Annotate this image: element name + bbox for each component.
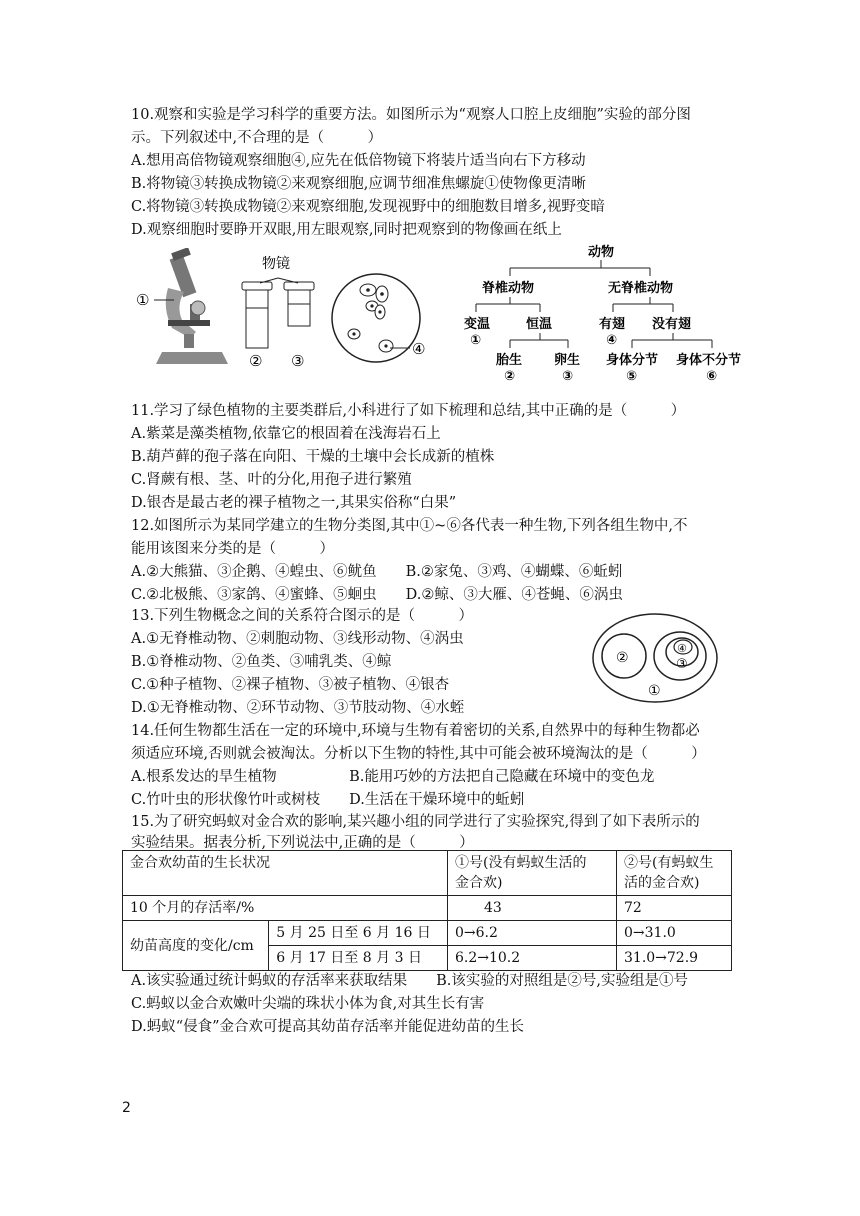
venn-label-2: ②: [616, 650, 629, 666]
nested-circles-diagram: [590, 610, 720, 706]
q13-option-d: D.①无脊椎动物、②环节动物、③节肢动物、④水蛭: [131, 700, 465, 716]
field-of-view-icon: [332, 274, 420, 362]
table-cell: 5 月 25 日至 6 月 16 日: [269, 921, 448, 946]
microscope-icon: [154, 248, 228, 364]
tree-segmented: 身体分节: [606, 353, 659, 368]
table-cell: 31.0→72.9: [617, 946, 732, 971]
tree-num-4: ④: [606, 333, 618, 348]
tree-root: 动物: [588, 245, 615, 260]
q10-option-a: A.想用高倍物镜观察细胞④,应先在低倍物镜下将装片适当向右下方移动: [131, 153, 586, 169]
table-cell: 72: [617, 896, 732, 921]
objective-lens-long-icon: [242, 282, 272, 348]
table-cell: 0→6.2: [448, 921, 617, 946]
table-header-condition: 金合欢幼苗的生长状况: [123, 851, 448, 896]
q10-option-d: D.观察细胞时要睁开双眼,用左眼观察,同时把观察到的物像画在纸上: [131, 222, 562, 238]
table-cell: 10 个月的存活率/%: [123, 896, 448, 921]
q14-options-cd: C.竹叶虫的形状像竹叶或树枝 D.生活在干燥环境中的蚯蚓: [131, 792, 525, 808]
q11-option-b: B.葫芦藓的孢子落在向阳、干燥的土壤中会长成新的植株: [131, 449, 495, 465]
tree-num-2: ②: [504, 369, 516, 384]
q15-option-c: C.蚂蚁以金合欢嫩叶尖端的珠状小体为食,对其生长有害: [131, 996, 485, 1012]
q10-option-b: B.将物镜③转换成物镜②来观察细胞,应调节细准焦螺旋①使物像更清晰: [131, 176, 586, 192]
marker-3: ③: [291, 352, 305, 370]
tree-vertebrate: 脊椎动物: [482, 281, 535, 296]
q10-stem-line2: 示。下列叙述中,不合理的是（ ）: [131, 130, 383, 146]
table-header-group2: ②号(有蚂蚁生 活的金合欢): [617, 851, 732, 896]
q13-option-c: C.①种子植物、②裸子植物、③被子植物、④银杏: [131, 677, 450, 693]
table-row: [123, 896, 732, 921]
results-table: [122, 850, 732, 971]
microscope-figure: [128, 248, 448, 378]
objective-lens-short-icon: [284, 282, 314, 326]
tree-winged: 有翅: [599, 317, 626, 332]
marker-2: ②: [249, 352, 263, 370]
table-cell: 6.2→10.2: [448, 946, 617, 971]
q11-stem: 11.学习了绿色植物的主要类群后,小科进行了如下梳理和总结,其中正确的是（ ）: [131, 403, 686, 419]
q13-stem: 13.下列生物概念之间的关系符合图示的是（ ）: [131, 608, 474, 624]
q13-option-a: A.①无脊椎动物、②刺胞动物、③线形动物、④涡虫: [131, 631, 464, 647]
tree-warm-blooded: 恒温: [526, 317, 553, 332]
q14-stem-line1: 14.任何生物都生活在一定的环境中,环境与生物有着密切的关系,自然界中的每种生物都必: [131, 723, 700, 739]
q12-options-ab: A.②大熊猫、③企鹅、④蝗虫、⑥鱿鱼 B.②家兔、③鸡、④蝴蝶、⑥蚯蚓: [131, 564, 623, 580]
tree-invertebrate: 无脊椎动物: [608, 281, 674, 296]
q15-stem-line2: 实验结果。据表分析,下列说法中,正确的是（ ）: [131, 835, 474, 851]
q14-options-ab: A.根系发达的旱生植物 B.能用巧妙的方法把自己隐藏在环境中的变色龙: [131, 769, 655, 785]
q13-option-b: B.①脊椎动物、②鱼类、③哺乳类、④鲸: [131, 654, 392, 670]
q15-option-d: D.蚂蚁“侵食”金合欢可提高其幼苗存活率并能促进幼苗的生长: [131, 1019, 525, 1035]
table-cell: 6 月 17 日至 8 月 3 日: [269, 946, 448, 971]
venn-label-4: ④: [677, 642, 687, 655]
q12-stem-line2: 能用该图来分类的是（ ）: [131, 541, 334, 557]
q12-options-cd: C.②北极熊、③家鸽、④蜜蜂、⑤蛔虫 D.②鲸、③大雁、④苍蝇、⑥涡虫: [131, 587, 623, 603]
q11-option-d: D.银杏是最古老的裸子植物之一,其果实俗称“白果”: [131, 495, 457, 511]
classification-tree: [458, 240, 758, 388]
marker-4: ④: [412, 340, 426, 358]
q10-option-c: C.将物镜③转换成物镜②来观察细胞,发现视野中的细胞数目增多,视野变暗: [131, 199, 605, 215]
page-number: 2: [122, 1100, 131, 1116]
q12-stem-line1: 12.如图所示为某同学建立的生物分类图,其中①~⑥各代表一种生物,下列各组生物中,不: [131, 518, 688, 534]
q10-stem-line1: 10.观察和实验是学习科学的重要方法。如图所示为“观察人口腔上皮细胞”实验的部分图: [131, 107, 691, 123]
q11-option-a: A.紫菜是藻类植物,依靠它的根固着在浅海岩石上: [131, 426, 441, 442]
q11-option-c: C.肾蕨有根、茎、叶的分化,用孢子进行繁殖: [131, 472, 412, 488]
tree-viviparous: 胎生: [496, 353, 523, 368]
q15-stem-line1: 15.为了研究蚂蚁对金合欢的影响,某兴趣小组的同学进行了实验探究,得到了如下表所示的: [131, 814, 700, 830]
table-header-group1: ①号(没有蚂蚁生活的 金合欢): [448, 851, 617, 896]
table-cell: 0→31.0: [617, 921, 732, 946]
table-row: [123, 921, 732, 946]
venn-label-1: ①: [648, 683, 661, 699]
objective-label: 物镜: [262, 256, 290, 272]
tree-unsegmented: 身体不分节: [676, 353, 742, 368]
tree-wingless: 没有翅: [652, 317, 692, 332]
q14-stem-line2: 须适应环境,否则就会被淘汰。分析以下生物的特性,其中可能会被环境淘汰的是（ ）: [131, 746, 706, 762]
table-cell: 43: [448, 896, 617, 921]
tree-num-1: ①: [470, 333, 482, 348]
tree-oviparous: 卵生: [554, 353, 581, 368]
tree-cold-blooded: 变温: [464, 317, 491, 332]
marker-1: ①: [136, 291, 150, 309]
tree-num-5: ⑤: [626, 369, 638, 384]
q15-options-ab: A.该实验通过统计蚂蚁的存活率来获取结果 B.该实验的对照组是②号,实验组是①号: [131, 973, 688, 989]
tree-num-3: ③: [562, 369, 574, 384]
table-cell: 幼苗高度的变化/cm: [123, 921, 269, 971]
tree-num-6: ⑥: [706, 369, 718, 384]
venn-label-3: ③: [676, 657, 688, 672]
table-row: [123, 851, 732, 896]
